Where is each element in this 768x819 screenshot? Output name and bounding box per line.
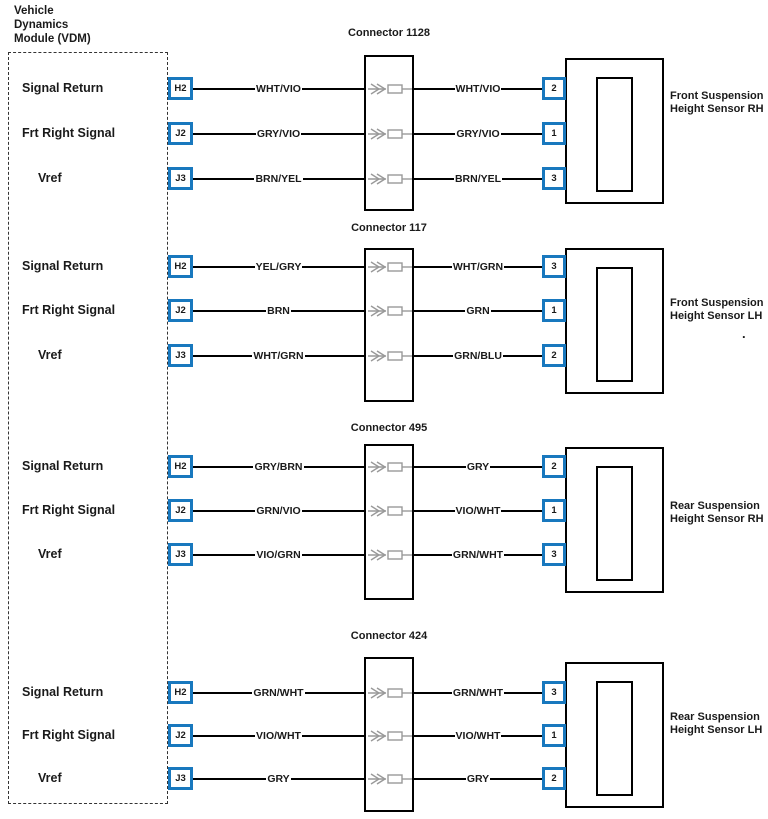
wire-color-label: GRY/BRN: [254, 461, 303, 473]
wire-color-label: BRN/YEL: [454, 173, 502, 185]
wire-color-label: GRN/WHT: [452, 549, 504, 561]
wire-color-label: GRN: [466, 305, 490, 317]
sensor-pin-box: 1: [542, 122, 566, 145]
vdm-pin-box: H2: [168, 681, 193, 704]
vdm-pin-box: J3: [168, 167, 193, 190]
sensor-inner-slot: [596, 681, 633, 796]
vdm-pin-box: J2: [168, 499, 193, 522]
sensor-pin-box: 1: [542, 299, 566, 322]
vdm-pin-box: H2: [168, 455, 193, 478]
vdm-title: Vehicle Dynamics Module (VDM): [14, 5, 91, 45]
wire-color-label: GRN/WHT: [253, 687, 304, 699]
connector-label: Connector 495: [350, 422, 428, 434]
sensor-label: Rear Suspension Height Sensor RH: [670, 500, 764, 525]
wire-color-label: VIO/WHT: [455, 730, 501, 742]
sensor-pin-box: 1: [542, 724, 566, 747]
sensor-pin-box: 3: [542, 167, 566, 190]
signal-label: Signal Return: [22, 685, 104, 699]
wire-color-label: GRY/VIO: [256, 128, 301, 140]
wire-color-label: GRN/WHT: [452, 687, 504, 699]
sensor-label: Front Suspension Height Sensor LH: [670, 297, 764, 322]
wire-color-label: VIO/WHT: [455, 505, 501, 517]
signal-label: Frt Right Signal: [22, 728, 116, 742]
terminal-icon: [366, 504, 412, 518]
wire-color-label: GRY: [267, 773, 290, 785]
sensor-label: Rear Suspension Height Sensor LH: [670, 711, 763, 736]
vdm-pin-box: H2: [168, 255, 193, 278]
signal-label: Frt Right Signal: [22, 126, 116, 140]
connector-label: Connector 424: [350, 630, 428, 642]
sensor-pin-box: 3: [542, 543, 566, 566]
terminal-icon: [366, 686, 412, 700]
wire-color-label: GRN/BLU: [454, 350, 502, 362]
sensor-inner-slot: [596, 466, 633, 581]
terminal-icon: [366, 460, 412, 474]
vdm-pin-box: J3: [168, 543, 193, 566]
vdm-pin-box: J2: [168, 122, 193, 145]
terminal-icon: [366, 729, 412, 743]
terminal-icon: [366, 304, 412, 318]
signal-label: Vref: [38, 171, 62, 185]
sensor-label: Front Suspension Height Sensor RH: [670, 90, 764, 115]
sensor-pin-box: 1: [542, 499, 566, 522]
wire-color-label: BRN: [267, 305, 290, 317]
wire-color-label: WHT/GRN: [452, 261, 504, 273]
note-dot: .: [742, 326, 746, 341]
wire-color-label: GRY: [466, 461, 490, 473]
sensor-inner-slot: [596, 77, 633, 192]
terminal-icon: [366, 772, 412, 786]
connector-label: Connector 117: [351, 222, 427, 234]
wire-color-label: WHT/GRN: [253, 350, 304, 362]
wire-color-label: WHT/VIO: [256, 83, 301, 95]
signal-label: Vref: [38, 771, 62, 785]
wire-color-label: BRN/YEL: [255, 173, 302, 185]
wire-color-label: GRY: [466, 773, 490, 785]
terminal-icon: [366, 127, 412, 141]
sensor-pin-box: 2: [542, 344, 566, 367]
signal-label: Signal Return: [22, 259, 104, 273]
connector-label: Connector 1128: [348, 27, 430, 39]
vdm-pin-box: H2: [168, 77, 193, 100]
signal-label: Frt Right Signal: [22, 503, 116, 517]
vdm-pin-box: J2: [168, 299, 193, 322]
vdm-pin-box: J3: [168, 344, 193, 367]
sensor-pin-box: 3: [542, 681, 566, 704]
wire-color-label: GRN/VIO: [256, 505, 301, 517]
sensor-pin-box: 2: [542, 767, 566, 790]
signal-label: Vref: [38, 348, 62, 362]
vdm-pin-box: J2: [168, 724, 193, 747]
wire-color-label: VIO/GRN: [256, 549, 301, 561]
sensor-pin-box: 2: [542, 77, 566, 100]
wire-color-label: WHT/VIO: [455, 83, 501, 95]
terminal-icon: [366, 548, 412, 562]
signal-label: Signal Return: [22, 81, 104, 95]
vdm-pin-box: J3: [168, 767, 193, 790]
signal-label: Signal Return: [22, 459, 104, 473]
terminal-icon: [366, 349, 412, 363]
sensor-pin-box: 2: [542, 455, 566, 478]
terminal-icon: [366, 82, 412, 96]
signal-label: Vref: [38, 547, 62, 561]
wire-color-label: VIO/WHT: [256, 730, 301, 742]
terminal-icon: [366, 172, 412, 186]
sensor-pin-box: 3: [542, 255, 566, 278]
wire-color-label: YEL/GRY: [255, 261, 302, 273]
wire-color-label: GRY/VIO: [456, 128, 500, 140]
sensor-inner-slot: [596, 267, 633, 382]
signal-label: Frt Right Signal: [22, 303, 116, 317]
terminal-icon: [366, 260, 412, 274]
